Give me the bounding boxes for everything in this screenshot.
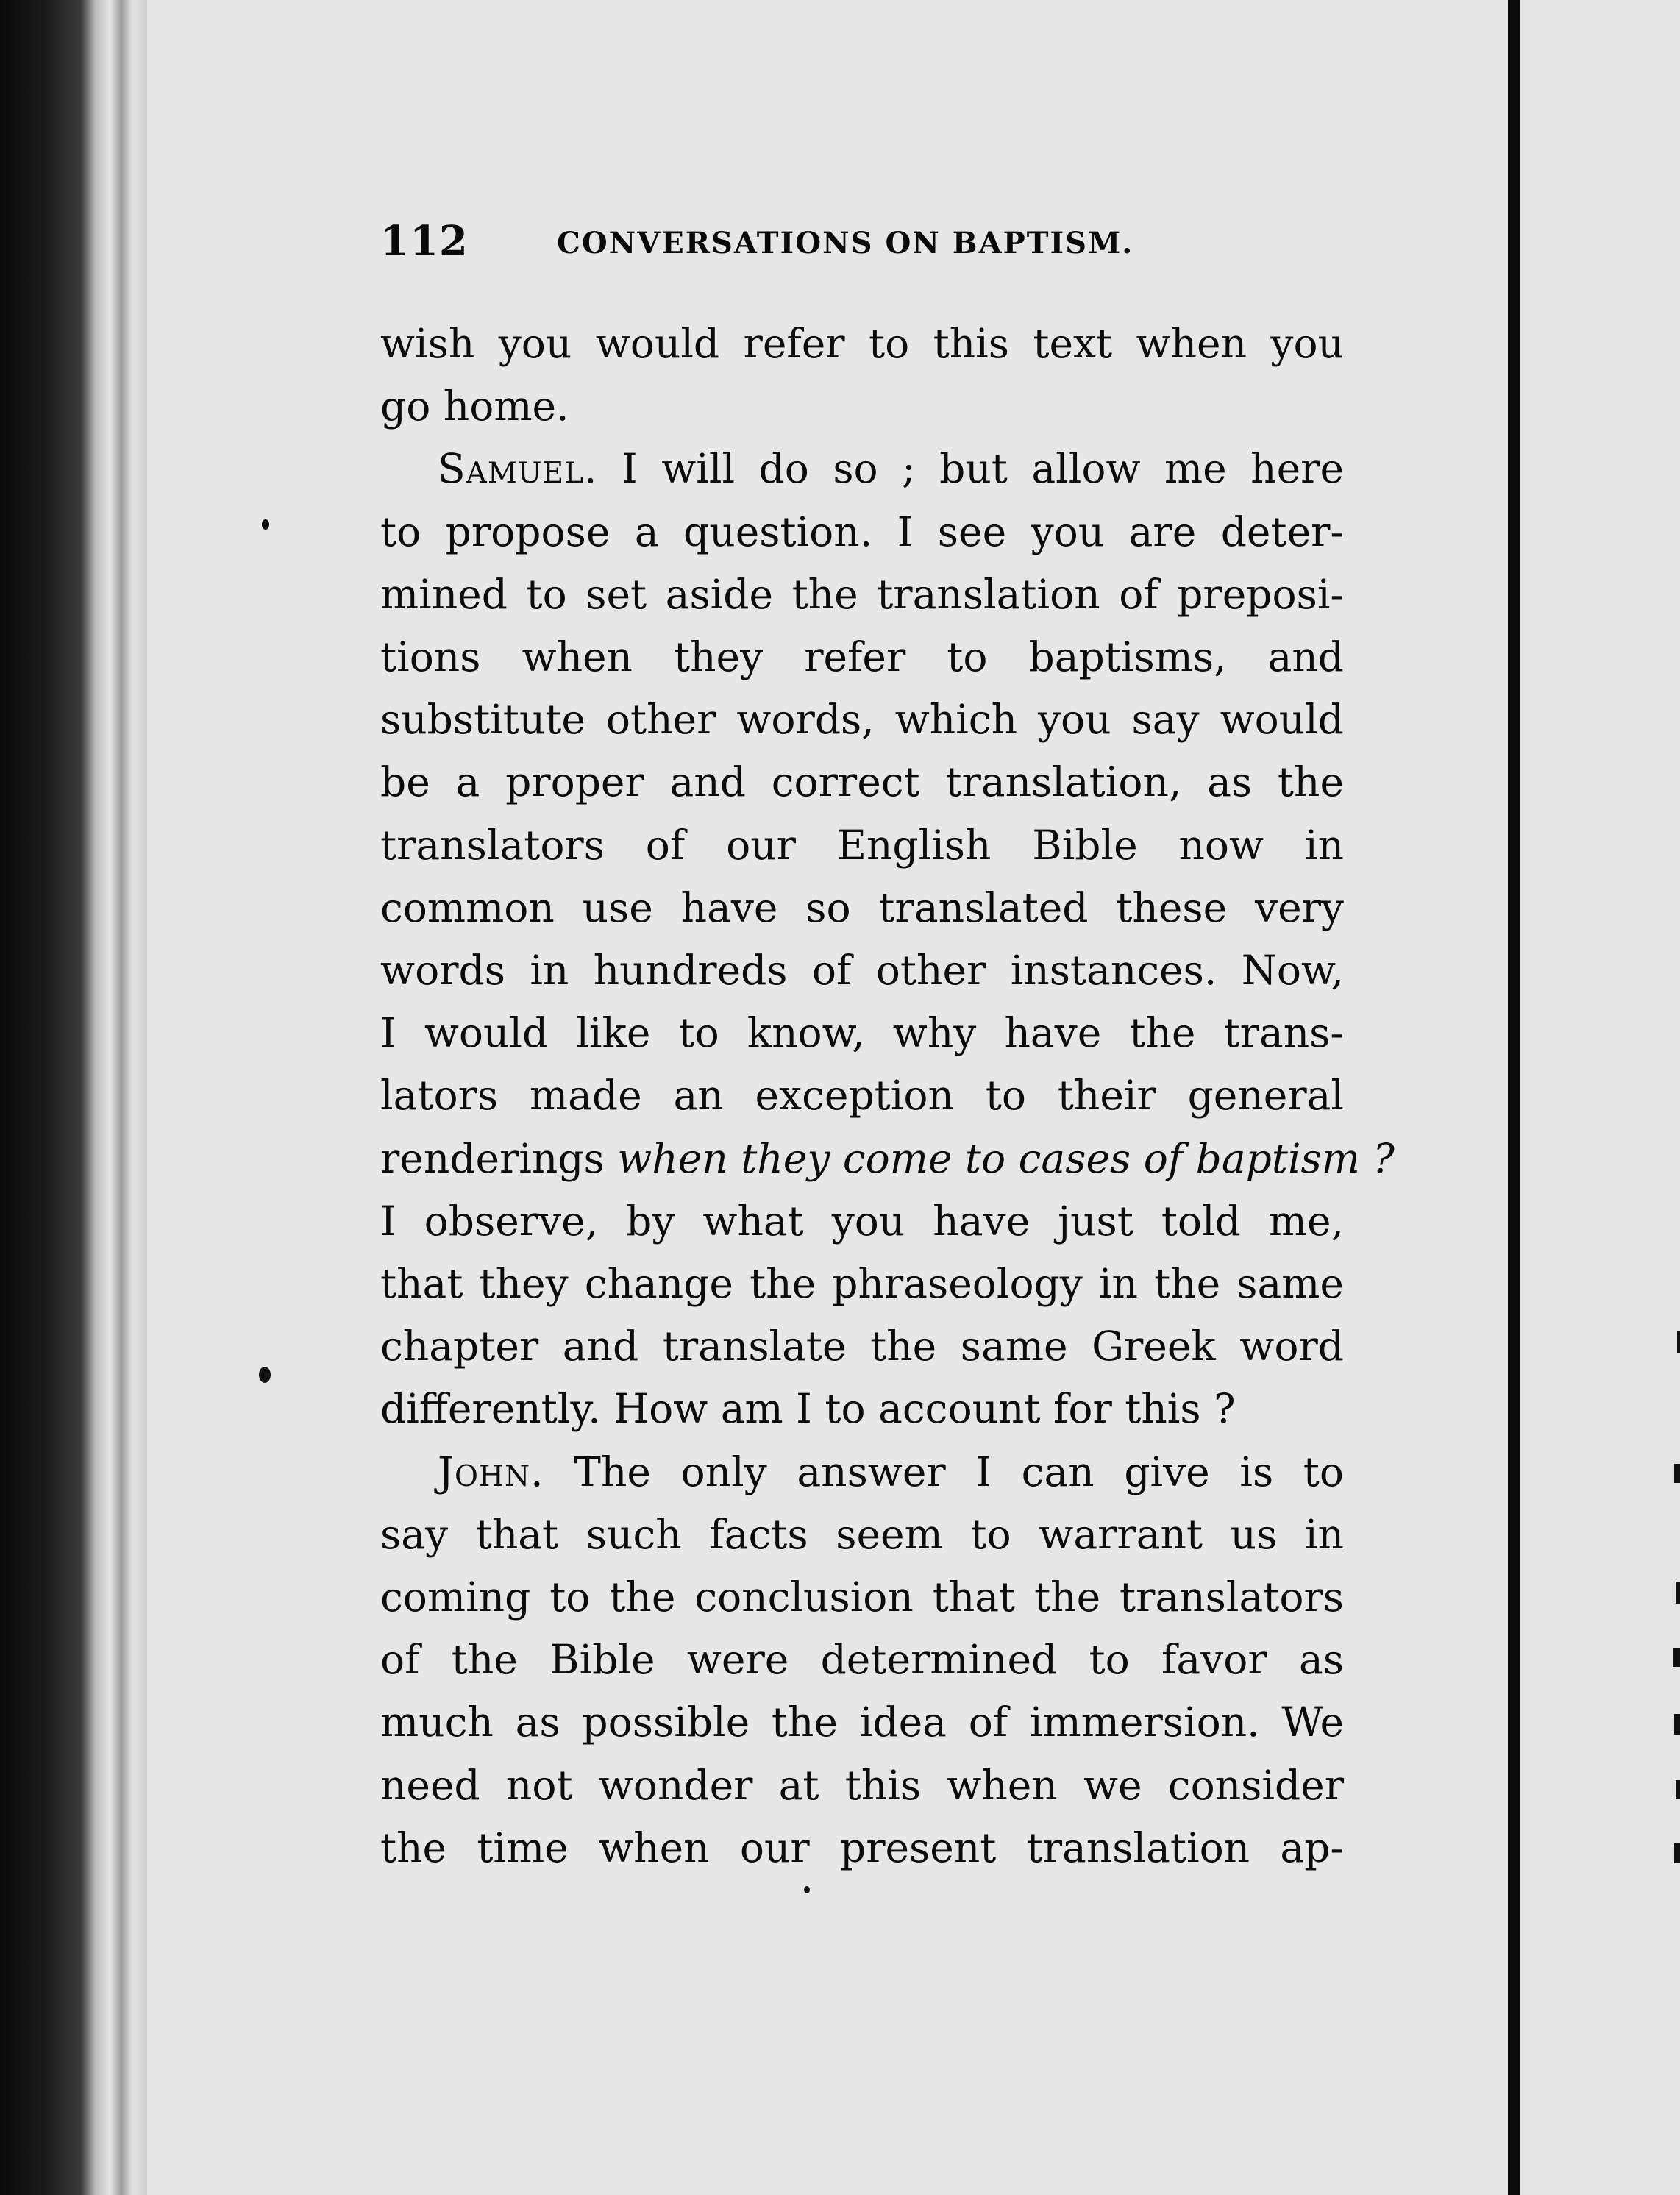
adjacent-text-fragment bbox=[1676, 1780, 1680, 1799]
text-line: chapter and translate the same Greek word bbox=[380, 1323, 1344, 1370]
text-line: I observe, by what you have just told me, bbox=[380, 1197, 1344, 1245]
adjacent-text-fragment bbox=[1674, 1714, 1680, 1735]
adjacent-text-fragment bbox=[1676, 1582, 1680, 1604]
text-line: lators made an exception to their general bbox=[380, 1072, 1344, 1120]
text-fragment: renderings bbox=[380, 1134, 618, 1182]
text-line: I would like to know, why have the trans- bbox=[380, 1009, 1344, 1057]
ink-speck bbox=[259, 1367, 271, 1383]
page-gutter-divider bbox=[1508, 0, 1520, 2195]
adjacent-page-edge bbox=[1520, 0, 1680, 2195]
text-line: translators of our English Bible now in bbox=[380, 821, 1344, 869]
speaker-name: Samuel. bbox=[438, 445, 598, 493]
page-header bbox=[380, 217, 1344, 268]
adjacent-text-fragment bbox=[1673, 1648, 1680, 1667]
book-spine-edge bbox=[0, 0, 147, 2195]
text-line: of the Bible were determined to favor as bbox=[380, 1636, 1344, 1684]
text-line: tions when they refer to baptisms, and bbox=[380, 633, 1344, 681]
italic-phrase: when they come to cases of baptism ? bbox=[617, 1134, 1395, 1182]
text-line: the time when our present translation ap- bbox=[380, 1824, 1344, 1871]
text-line bbox=[380, 1128, 1395, 1190]
adjacent-text-fragment bbox=[1674, 1464, 1680, 1483]
text-line: words in hundreds of other instances. Now, bbox=[380, 947, 1344, 995]
text-fragment: The only answer I can give is to bbox=[574, 1448, 1345, 1495]
page-number: 112 bbox=[380, 217, 469, 266]
text-line bbox=[380, 438, 1344, 500]
speaker-name: John. bbox=[438, 1448, 544, 1495]
text-line: substitute other words, which you say would bbox=[380, 696, 1344, 744]
text-line: wish you would refer to this text when you bbox=[380, 320, 1344, 367]
text-line: need not wonder at this when we consider bbox=[380, 1761, 1344, 1809]
running-head: CONVERSATIONS ON BAPTISM. bbox=[557, 226, 1134, 260]
text-line: mined to set aside the translation of preposi- bbox=[380, 570, 1344, 618]
text-line: coming to the conclusion that the translators bbox=[380, 1573, 1344, 1621]
text-line: go home. bbox=[380, 383, 569, 430]
text-line: be a proper and correct translation, as the bbox=[380, 758, 1344, 806]
text-line: that they change the phraseology in the same bbox=[380, 1260, 1344, 1308]
text-line: to propose a question. I see you are deter- bbox=[380, 508, 1344, 555]
text-line: common use have so translated these very bbox=[380, 883, 1344, 931]
text-line: say that such facts seem to warrant us in bbox=[380, 1510, 1344, 1558]
text-fragment: I will do so ; but allow me here bbox=[621, 445, 1344, 493]
body-text bbox=[380, 313, 1395, 1879]
text-line: much as possible the idea of immersion. We bbox=[380, 1698, 1344, 1746]
adjacent-text-fragment bbox=[1674, 1843, 1680, 1863]
ink-speck bbox=[804, 1886, 810, 1893]
adjacent-text-fragment bbox=[1677, 1331, 1680, 1353]
text-line: differently. How am I to account for this ? bbox=[380, 1385, 1236, 1433]
ink-speck bbox=[262, 519, 269, 530]
text-line bbox=[380, 1441, 1344, 1504]
